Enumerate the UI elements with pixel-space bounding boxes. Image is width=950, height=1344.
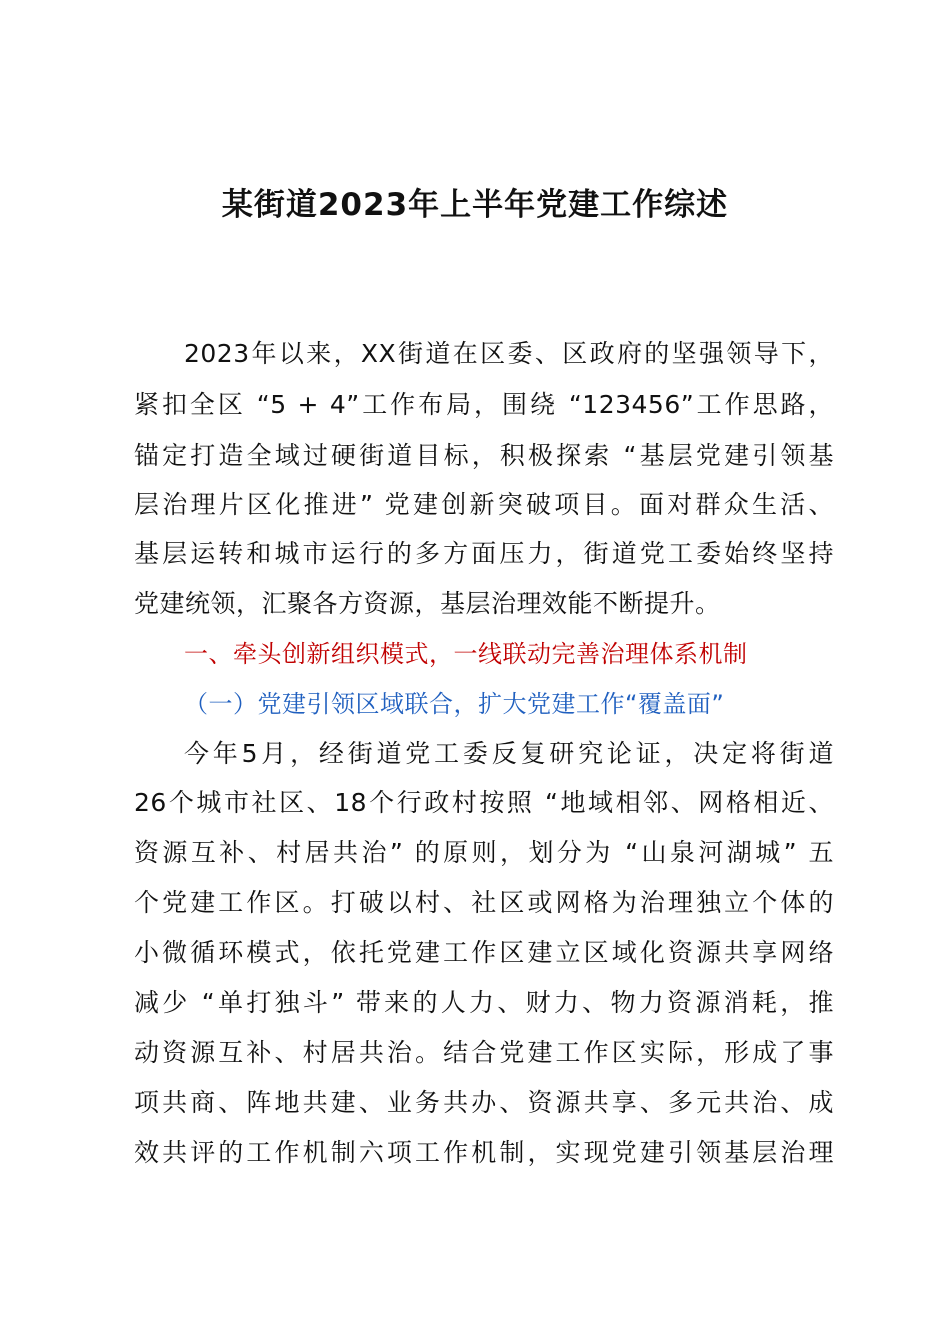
paragraph1-line-5: 基层运转和城市运行的多方面压力，街道党工委始终坚持: [134, 539, 834, 568]
document-title: 某街道2023年上半年党建工作综述: [221, 187, 729, 223]
section-heading-1: 一、牵头创新组织模式，一线联动完善治理体系机制: [184, 640, 748, 668]
paragraph2-line-9: 效共评的工作机制六项工作机制，实现党建引领基层治理: [134, 1138, 834, 1167]
paragraph2-line-7: 动资源互补、村居共治。结合党建工作区实际，形成了事: [134, 1038, 834, 1067]
paragraph1-line-4: 层治理片区化推进” 党建创新突破项目。面对群众生活、: [134, 490, 834, 519]
paragraph2-line-4: 个党建工作区。打破以村、社区或网格为治理独立个体的: [134, 888, 834, 917]
paragraph1-line-3: 锚定打造全域过硬街道目标，积极探索 “基层党建引领基: [134, 441, 834, 470]
subsection-heading-1: （一）党建引领区域联合，扩大党建工作“覆盖面”: [184, 690, 725, 718]
paragraph2-line-8: 项共商、阵地共建、业务共办、资源共享、多元共治、成: [134, 1088, 834, 1117]
paragraph2-line-1: 今年5月，经街道党工委反复研究论证，决定将街道: [184, 739, 834, 768]
paragraph2-line-5: 小微循环模式，依托党建工作区建立区域化资源共享网络: [134, 938, 834, 967]
paragraph2-line-3: 资源互补、村居共治” 的原则，划分为 “山泉河湖城” 五: [134, 838, 834, 867]
paragraph1-line-2: 紧扣全区 “5 + 4”工作布局，围绕 “123456”工作思路，: [134, 390, 834, 419]
paragraph1-line-6: 党建统领，汇聚各方资源，基层治理效能不断提升。: [134, 589, 721, 618]
paragraph1-line-1: 2023年以来，XX街道在区委、区政府的坚强领导下，: [184, 339, 834, 368]
paragraph2-line-6: 减少 “单打独斗” 带来的人力、财力、物力资源消耗，推: [134, 988, 834, 1017]
paragraph2-line-2: 26个城市社区、18个行政村按照 “地域相邻、网格相近、: [134, 788, 834, 817]
